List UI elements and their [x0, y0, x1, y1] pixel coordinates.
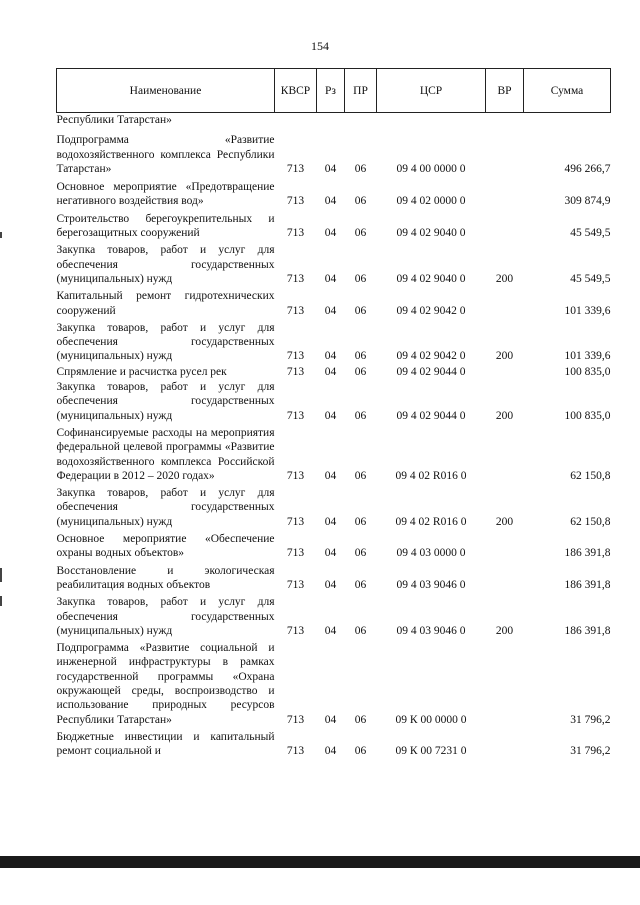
table-row: [57, 318, 611, 364]
row-vr: [486, 364, 524, 379]
row-sum: 309 874,9: [564, 195, 611, 208]
table-row: [57, 561, 611, 593]
page-number: 154: [311, 39, 329, 53]
row-rz: 04: [324, 624, 337, 637]
row-sum: [524, 113, 611, 128]
row-name: Спрямление и расчистка русел рек: [56, 365, 227, 378]
row-kvsr: 713: [286, 365, 305, 378]
row-rz: 04: [324, 515, 337, 528]
col-header-name: Наименование: [57, 69, 275, 113]
row-vr: [486, 127, 524, 176]
row-sum: 100 835,0: [564, 409, 611, 422]
col-header-vr: ВР: [486, 69, 524, 113]
row-kvsr: 713: [286, 547, 305, 560]
row-rz: [317, 113, 345, 128]
row-kvsr: 713: [286, 227, 305, 240]
row-csr: 09 4 03 0000 0: [396, 547, 466, 560]
table-row: [57, 113, 611, 128]
row-name: Бюджетные инвестиции и капитальный ремонт социальной и: [56, 730, 275, 758]
row-kvsr: 713: [286, 304, 305, 317]
scan-edge: [0, 856, 640, 868]
row-sum: 101 339,6: [564, 350, 611, 363]
row-vr: 200: [495, 515, 514, 528]
row-vr: [486, 561, 524, 593]
row-vr: [486, 113, 524, 128]
row-name: Подпрограмма «Развитие водохозяйственного комплекса Республики Татарстан»: [56, 134, 275, 175]
row-rz: 04: [324, 195, 337, 208]
row-name: Строительство берегоукрепительных и берегозащитных сооружений: [56, 212, 275, 240]
row-kvsr: 713: [286, 578, 305, 591]
row-rz: 04: [324, 409, 337, 422]
col-header-csr: ЦСР: [377, 69, 486, 113]
row-sum: 45 549,5: [570, 227, 611, 240]
row-csr: 09 4 02 R016 0: [395, 515, 467, 528]
row-pr: 06: [354, 624, 367, 637]
row-kvsr: 713: [286, 272, 305, 285]
table-row: [57, 379, 611, 423]
row-sum: 62 150,8: [570, 469, 611, 482]
row-name: Основное мероприятие «Обеспечение охраны водных объектов»: [56, 533, 275, 560]
row-pr: 06: [354, 409, 367, 422]
row-pr: 06: [354, 304, 367, 317]
margin-mark: [0, 568, 2, 582]
row-name: Подпрограмма «Развитие социальной и инженерной инфраструктуры в рамках государственной программы «Охрана окружающей среды, воспроизводство и использование природных ресурсов Республики Татарстан»: [56, 642, 275, 726]
table-header-row: [57, 69, 611, 113]
row-kvsr: [275, 113, 317, 128]
row-csr: 09 4 02 9040 0: [396, 272, 466, 285]
row-sum: 62 150,8: [570, 515, 611, 528]
table-row: [57, 727, 611, 759]
row-csr: 09 4 02 9042 0: [396, 350, 466, 363]
row-csr: 09 4 02 9044 0: [396, 365, 466, 378]
row-pr: 06: [354, 745, 367, 758]
row-rz: 04: [324, 272, 337, 285]
row-kvsr: 713: [286, 195, 305, 208]
row-csr: 09 4 02 9040 0: [396, 227, 466, 240]
row-pr: 06: [354, 469, 367, 482]
row-csr: 09 4 02 0000 0: [396, 195, 466, 208]
row-sum: 186 391,8: [564, 624, 611, 637]
row-rz: 04: [324, 227, 337, 240]
row-pr: 06: [354, 578, 367, 591]
row-name: Основное мероприятие «Предотвращение негативного воздействия вод»: [56, 181, 275, 208]
row-sum: 31 796,2: [570, 745, 611, 758]
row-name: Закупка товаров, работ и услуг для обеспечения государственных (муниципальных) нужд: [56, 487, 275, 528]
table-row: [57, 592, 611, 638]
table-row: [57, 127, 611, 176]
table-row: [57, 286, 611, 318]
row-kvsr: 713: [286, 350, 305, 363]
margin-mark: [0, 232, 2, 238]
row-vr: [486, 176, 524, 209]
row-kvsr: 713: [286, 515, 305, 528]
row-vr: 200: [495, 409, 514, 422]
row-sum: 186 391,8: [564, 578, 611, 591]
col-header-pr: ПР: [345, 69, 377, 113]
row-csr: 09 К 00 7231 0: [395, 745, 467, 758]
row-rz: 04: [324, 350, 337, 363]
row-pr: 06: [354, 713, 367, 726]
row-kvsr: 713: [286, 162, 305, 175]
row-pr: [345, 113, 377, 128]
row-vr: 200: [495, 624, 514, 637]
row-name: Республики Татарстан»: [56, 114, 172, 126]
row-rz: 04: [324, 365, 337, 378]
row-rz: 04: [324, 547, 337, 560]
row-name: Закупка товаров, работ и услуг для обеспечения государственных (муниципальных) нужд: [56, 596, 275, 637]
row-sum: 31 796,2: [570, 713, 611, 726]
table-row: [57, 638, 611, 727]
table-row: [57, 240, 611, 286]
row-pr: 06: [354, 162, 367, 175]
row-name: Закупка товаров, работ и услуг для обеспечения государственных (муниципальных) нужд: [56, 244, 275, 285]
table-row: [57, 364, 611, 379]
row-rz: 04: [324, 304, 337, 317]
row-sum: 101 339,6: [564, 304, 611, 317]
row-rz: 04: [324, 469, 337, 482]
row-rz: 04: [324, 162, 337, 175]
row-name: Софинансируемые расходы на мероприятия федеральной целевой программы «Развитие водохозяйственного комплекса Российской Федерации в 2012 – 2020 годах»: [56, 426, 275, 482]
row-vr: [486, 423, 524, 483]
row-name: Восстановление и экологическая реабилитация водных объектов: [56, 564, 275, 591]
row-rz: 04: [324, 713, 337, 726]
row-vr: 200: [495, 272, 514, 285]
row-sum: 45 549,5: [570, 272, 611, 285]
row-pr: 06: [354, 195, 367, 208]
row-csr: 09 К 00 0000 0: [395, 713, 467, 726]
row-name: Закупка товаров, работ и услуг для обеспечения государственных (муниципальных) нужд: [56, 321, 275, 363]
table-row: [57, 176, 611, 209]
col-header-rz: Рз: [317, 69, 345, 113]
row-pr: 06: [354, 227, 367, 240]
row-pr: 06: [354, 547, 367, 560]
budget-table: [56, 68, 611, 758]
row-kvsr: 713: [286, 409, 305, 422]
row-vr: [486, 209, 524, 241]
row-vr: [486, 529, 524, 561]
row-csr: 09 4 00 0000 0: [396, 162, 466, 175]
row-kvsr: 713: [286, 713, 305, 726]
row-pr: 06: [354, 272, 367, 285]
row-csr: [377, 113, 486, 128]
row-kvsr: 713: [286, 469, 305, 482]
table-row: [57, 529, 611, 561]
row-sum: 496 266,7: [564, 162, 611, 175]
row-vr: [486, 727, 524, 759]
row-kvsr: 713: [286, 624, 305, 637]
table-row: [57, 483, 611, 529]
table-row: [57, 423, 611, 483]
row-csr: 09 4 03 9046 0: [396, 578, 466, 591]
col-header-sum: Сумма: [524, 69, 611, 113]
row-sum: 100 835,0: [564, 365, 611, 378]
table-row: [57, 209, 611, 241]
col-header-kvsr: КВСР: [275, 69, 317, 113]
row-vr: [486, 286, 524, 318]
row-rz: 04: [324, 578, 337, 591]
row-vr: [486, 638, 524, 727]
row-csr: 09 4 02 R016 0: [395, 469, 467, 482]
row-rz: 04: [324, 745, 337, 758]
row-pr: 06: [354, 350, 367, 363]
row-kvsr: 713: [286, 745, 305, 758]
row-vr: 200: [495, 350, 514, 363]
row-csr: 09 4 02 9044 0: [396, 409, 466, 422]
row-name: Закупка товаров, работ и услуг для обеспечения государственных (муниципальных) нужд: [56, 381, 275, 422]
margin-mark: [0, 596, 2, 606]
row-pr: 06: [354, 365, 367, 378]
row-csr: 09 4 03 9046 0: [396, 624, 466, 637]
row-pr: 06: [354, 515, 367, 528]
row-name: Капитальный ремонт гидротехнических сооружений: [56, 290, 275, 317]
row-csr: 09 4 02 9042 0: [396, 304, 466, 317]
row-sum: 186 391,8: [564, 547, 611, 560]
